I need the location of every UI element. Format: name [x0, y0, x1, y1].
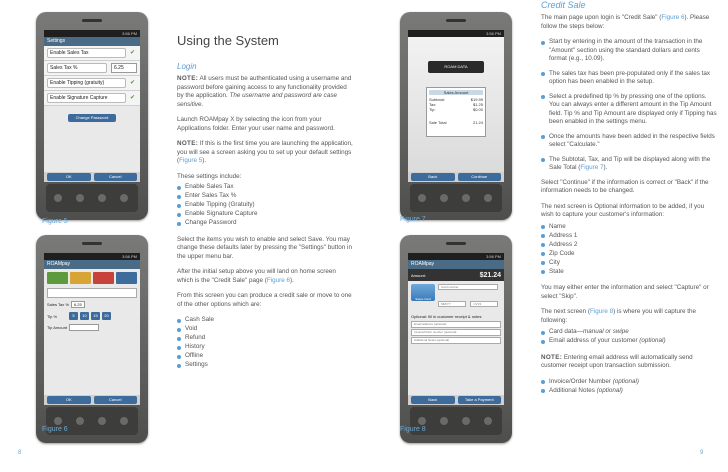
- after-setup-paragraph: [177, 268, 353, 285]
- void-tile[interactable]: [70, 272, 91, 284]
- back-button[interactable]: Back: [411, 173, 455, 181]
- refund-tile[interactable]: [93, 272, 114, 284]
- screen-title: ROAMpay: [44, 260, 140, 269]
- paragraph-end: ).: [289, 276, 294, 284]
- list-item: Refund: [177, 334, 353, 343]
- launch-paragraph: Launch ROAMpay X by selecting the icon from your Applications folder. Enter your user name and password.: [177, 116, 335, 132]
- right-text-column: [541, 0, 717, 403]
- phone-figure-6: [36, 235, 148, 443]
- setting-label: Enable Sales Tax: [47, 48, 126, 58]
- notes-input[interactable]: Additional Notes (optional): [411, 337, 501, 344]
- capture-payment-screen: [408, 253, 504, 405]
- phone-figure-8: [400, 235, 512, 443]
- continue-paragraph: Select "Continue" if the information is correct or "Back" if the information needs to be changed.: [541, 178, 709, 194]
- page-number-left: 8: [18, 450, 22, 456]
- paragraph-text: The main page upon login is "Credit Sale" (: [541, 14, 662, 21]
- page-number-right: 9: [700, 450, 704, 456]
- phone-speaker: [446, 242, 466, 245]
- menu-key-icon: [440, 417, 448, 425]
- list-item: City: [541, 259, 717, 268]
- list-item: Address 1: [541, 232, 717, 241]
- list-item: Change Password: [177, 219, 353, 228]
- panel-row: [429, 107, 483, 112]
- list-item: History: [177, 343, 353, 352]
- soft-buttons: [408, 395, 504, 405]
- phone-speaker: [82, 19, 102, 22]
- paragraph-end: ). Please follow the steps below:: [541, 14, 710, 30]
- list-item: [541, 378, 717, 387]
- menu-key-icon: [440, 194, 448, 202]
- list-item: [541, 328, 717, 337]
- item-text: Card data—: [549, 328, 583, 335]
- row-label: Tax:: [429, 102, 437, 107]
- note-text: Entering email address will automatically send customer receipt upon transaction submission.: [541, 353, 693, 369]
- list-item: Enable Signature Capture: [177, 210, 353, 219]
- total-row: [429, 120, 483, 125]
- tip-label: Tip %: [47, 313, 58, 319]
- phone-keys: [46, 184, 138, 212]
- menu-key-icon: [76, 194, 84, 202]
- first-launch-note: [177, 140, 353, 166]
- paragraph-text: After the initial setup above you will land on home screen which is the "Credit Sale" page (: [177, 268, 336, 284]
- soft-buttons: [44, 395, 140, 405]
- search-key-icon: [484, 194, 492, 202]
- total-value: 21.24: [472, 120, 483, 125]
- list-item: State: [541, 268, 717, 277]
- list-item: Enter Sales Tax %: [177, 192, 353, 201]
- item-italic: manual or swipe: [582, 328, 629, 335]
- note-label: NOTE:: [541, 353, 563, 361]
- search-key-icon: [120, 194, 128, 202]
- checkbox-checked-icon[interactable]: ✔: [130, 94, 136, 101]
- setting-row-tax-percent[interactable]: [44, 61, 140, 76]
- back-key-icon: [98, 194, 106, 202]
- home-key-icon: [418, 194, 426, 202]
- back-button[interactable]: Back: [411, 396, 455, 404]
- figure-7-caption: Figure 7: [400, 216, 426, 223]
- figure-7-link[interactable]: Figure 7: [580, 164, 604, 171]
- row-value: $19.99: [470, 97, 483, 102]
- figure-8-caption: Figure 8: [400, 426, 426, 433]
- figure-8-link[interactable]: Figure 8: [590, 308, 614, 315]
- tip-amount-input[interactable]: [69, 324, 99, 331]
- item-text: Invoice/Order Number: [549, 377, 613, 385]
- options-list: [177, 316, 353, 370]
- screen-title: Settings: [44, 37, 140, 46]
- list-item: [541, 337, 717, 346]
- list-item: [541, 387, 717, 396]
- settings-screen: [44, 30, 140, 182]
- paragraph-end: ) is where you will capture the following:: [541, 308, 697, 324]
- list-item: Enable Tipping (Gratuity): [177, 201, 353, 210]
- status-bar: [408, 253, 504, 260]
- row-label: Tip:: [429, 107, 436, 112]
- card-entry-row: [408, 281, 504, 313]
- note-end: ).: [202, 157, 207, 164]
- item-italic: (optional): [596, 386, 623, 394]
- expiry-input[interactable]: MM/YY: [438, 301, 466, 307]
- back-key-icon: [98, 417, 106, 425]
- list-item: Offline: [177, 352, 353, 361]
- tax-input[interactable]: 6.25: [71, 301, 85, 308]
- checkbox-checked-icon[interactable]: ✔: [130, 49, 136, 56]
- list-item: [541, 156, 717, 173]
- tip-option-button[interactable]: 20: [102, 312, 111, 320]
- note-label: NOTE:: [177, 140, 199, 147]
- card-number-input[interactable]: Card number: [438, 284, 498, 290]
- screen-title: ROAMpay: [408, 260, 504, 269]
- menu-key-icon: [76, 417, 84, 425]
- status-time: 3:56 PM: [122, 254, 137, 259]
- tip-option-button[interactable]: 5: [69, 312, 78, 320]
- setting-label: Enable Tipping (gratuity): [47, 78, 126, 88]
- credit-sale-heading: Credit Sale: [541, 0, 586, 10]
- setting-row-sales-tax[interactable]: [44, 46, 140, 61]
- settings-intro: These settings include:: [177, 172, 242, 180]
- row-value: $1.25: [472, 102, 483, 107]
- tip-amount-row: [44, 322, 140, 333]
- back-key-icon: [462, 417, 470, 425]
- back-key-icon: [462, 194, 470, 202]
- checkbox-checked-icon[interactable]: ✔: [130, 79, 136, 86]
- menu-tiles: [44, 269, 140, 287]
- list-item: Start by entering in the amount of the transaction in the "Amount" section using the standard dollars and cents format (e.g., 10.09).: [541, 38, 717, 64]
- panel-title: Sales Amount: [429, 90, 483, 95]
- soft-buttons: [408, 172, 504, 182]
- login-note: [177, 75, 353, 109]
- figure-5-link[interactable]: Figure 5: [179, 157, 203, 164]
- phone-figure-7: [400, 12, 512, 220]
- search-key-icon: [484, 417, 492, 425]
- optional-label: Optional: fill in customer receipt & notes: [411, 314, 482, 319]
- capture-paragraph: You may either enter the information and select "Capture" or select "Skip".: [541, 284, 709, 300]
- amount-row: [408, 269, 504, 281]
- list-item: Void: [177, 325, 353, 334]
- tip-option-button[interactable]: 10: [80, 312, 89, 320]
- settings-list: [177, 183, 353, 228]
- row-value: $0.00: [472, 107, 483, 112]
- item-text: Email address of your customer: [549, 337, 640, 344]
- item-text: Additional Notes: [549, 386, 597, 394]
- logo-area: [408, 37, 504, 182]
- status-bar: [44, 253, 140, 260]
- page-title: Using the System: [177, 33, 279, 48]
- item-italic: (optional): [639, 337, 666, 344]
- item-text: The Subtotal, Tax, and Tip will be displayed along with the Sale Total (: [549, 155, 711, 171]
- item-italic: (optional): [612, 377, 639, 385]
- search-key-icon: [120, 417, 128, 425]
- list-item: Zip Code: [541, 250, 717, 259]
- status-time: 3:56 PM: [122, 31, 137, 36]
- history-tile[interactable]: [116, 272, 137, 284]
- figure-6-link[interactable]: Figure 6: [266, 276, 290, 284]
- sale-total-screen: [408, 30, 504, 182]
- note-text: If this is the first time you are launching the application, you will see a screen asking you to set up your default settings (: [177, 140, 353, 164]
- row-label: Subtotal:: [429, 97, 445, 102]
- setting-label: Sales Tax %: [47, 63, 107, 73]
- amount-label: Amount:: [411, 272, 426, 278]
- login-heading: Login: [177, 62, 197, 71]
- cancel-button[interactable]: Cancel: [94, 173, 138, 181]
- note-italic: The username and password are case sensitive.: [177, 92, 337, 108]
- tip-option-button[interactable]: 15: [91, 312, 100, 320]
- phone-figure-5: [36, 12, 148, 220]
- status-bar: [44, 30, 140, 37]
- list-item: Address 2: [541, 241, 717, 250]
- select-paragraph: Select the items you wish to enable and select Save. You may change these defaults later by pressing the "Settings" button in the upper menu bar.: [177, 235, 352, 260]
- credit-sale-screen: [44, 253, 140, 405]
- setting-row-signature[interactable]: [44, 91, 140, 106]
- total-label: Sale Total: [429, 120, 447, 125]
- amount-input[interactable]: [47, 288, 137, 298]
- soft-buttons: [44, 172, 140, 182]
- options-intro: From this screen you can produce a credit sale or move to one of the other options which are:: [177, 292, 352, 308]
- list-item: Settings: [177, 361, 353, 370]
- setting-label: Enable Signature Capture: [47, 93, 126, 103]
- card-fields: [438, 284, 498, 310]
- ok-button[interactable]: OK: [47, 396, 91, 404]
- list-item: Cash Sale: [177, 316, 353, 325]
- figure-5-caption: Figure 5: [42, 218, 68, 225]
- roam-data-logo: ROAM DATA: [428, 61, 484, 73]
- list-item: The sales tax has been pre-populated only if the sales tax option has been enabled in the setup.: [541, 70, 717, 87]
- note-text: All users must be authenticated using a username and password before gaining access to any functionality provided by the application.: [177, 75, 352, 99]
- home-key-icon: [54, 194, 62, 202]
- intro-paragraph: [541, 14, 717, 31]
- home-key-icon: [54, 417, 62, 425]
- cvv-input[interactable]: CVV2: [470, 301, 498, 307]
- change-password-button[interactable]: Change Password: [68, 114, 116, 122]
- next-screen-paragraph: [541, 308, 717, 325]
- status-time: 3:56 PM: [486, 254, 501, 259]
- tax-percent-input[interactable]: 6.25: [111, 63, 137, 73]
- left-text-column: [177, 34, 353, 378]
- capture-list: [541, 328, 717, 346]
- tax-row: [44, 299, 140, 310]
- invoice-input[interactable]: Invoice/Order number (optional): [411, 329, 501, 336]
- take-payment-button[interactable]: Take a Payment: [458, 396, 502, 404]
- paragraph-text: The next screen (: [541, 308, 590, 315]
- cancel-button[interactable]: Cancel: [94, 396, 138, 404]
- tip-row: [44, 310, 140, 322]
- optional-paragraph: The next screen is Optional information to be added, if you wish to capture your customer's information:: [541, 202, 705, 218]
- sales-amount-panel: [426, 87, 486, 137]
- setting-row-tipping[interactable]: [44, 76, 140, 91]
- item-end: ).: [603, 164, 608, 171]
- continue-button[interactable]: Continue: [458, 173, 502, 181]
- cash-sale-tile[interactable]: [47, 272, 68, 284]
- customer-fields-list: [541, 223, 717, 277]
- steps-list: [541, 38, 717, 173]
- final-list: [541, 378, 717, 396]
- home-key-icon: [418, 417, 426, 425]
- swipe-card-icon[interactable]: Swipe Card: [411, 284, 435, 301]
- amount-value: $21.24: [479, 271, 501, 279]
- figure-6-link[interactable]: Figure 6: [661, 14, 685, 21]
- email-input[interactable]: Email address (optional): [411, 321, 501, 328]
- list-item: Once the amounts have been added in the respective fields select "Calculate.": [541, 133, 717, 150]
- list-item: Name: [541, 223, 717, 232]
- tax-label: Sales Tax %: [47, 302, 69, 307]
- phone-speaker: [82, 242, 102, 245]
- note-label: NOTE:: [177, 75, 199, 82]
- tip-amount-label: Tip Amount: [47, 325, 68, 330]
- figure-6-caption: Figure 6: [42, 426, 68, 433]
- list-item: Enable Sales Tax: [177, 183, 353, 192]
- phone-speaker: [446, 19, 466, 22]
- list-item: Select a predefined tip % by pressing one of the options. You can always enter a different amount in the Tip Amount field. Tip % and Tip Amount are displayed only if Tipping has been enabled in the settings menu.: [541, 93, 717, 127]
- ok-button[interactable]: OK: [47, 173, 91, 181]
- status-time: 3:56 PM: [486, 31, 501, 36]
- phone-keys: [410, 184, 502, 212]
- email-note: [541, 354, 717, 371]
- status-bar: [408, 30, 504, 37]
